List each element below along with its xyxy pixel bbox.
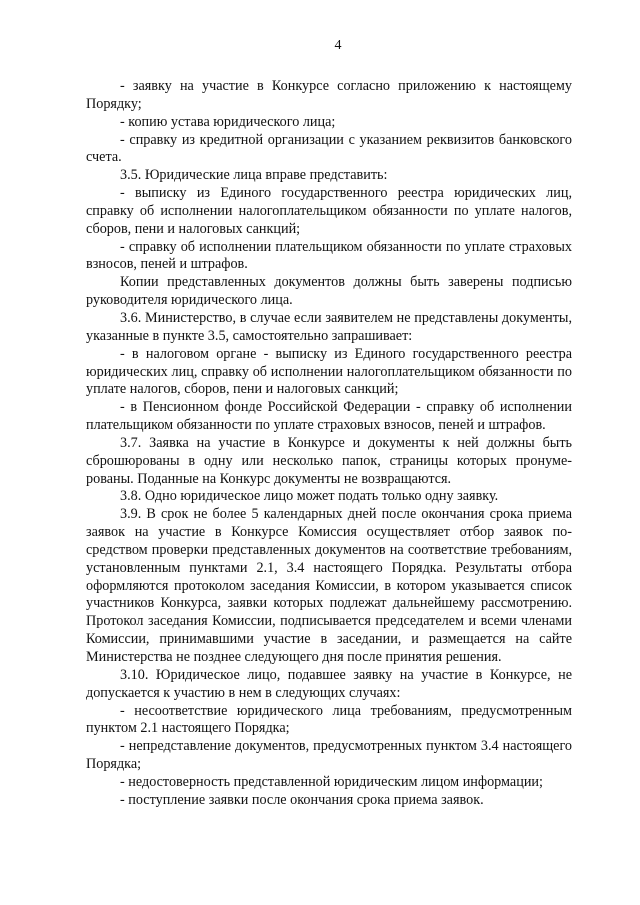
paragraph-pension-fund: - в Пенсионном фонде Российской Федерации - справку об исполнении плательщиком обязанности по уплате страховых взносов, пеней и штрафов.	[86, 399, 572, 434]
paragraph-missing-documents: - непредставление документов, предусмотренных пунктом 3.4 настоящего Порядка;	[86, 738, 572, 773]
paragraph-application-form: - заявку на участие в Конкурсе согласно приложению к настоящему Порядку;	[86, 78, 572, 112]
paragraph-copies-certified: Копии представленных документов должны быть заверены подписью руководителя юридического лица.	[86, 274, 572, 309]
paragraph-charter-copy: - копию устава юридического лица;	[120, 113, 336, 130]
paragraph-3-10: 3.10. Юридическое лицо, подавшее заявку на участие в Конкурсе, не допускается к участию в нем в следующих случаях:	[86, 666, 572, 701]
paragraph-3-7: 3.7. Заявка на участие в Конкурсе и документы к ней должны быть сброшюрованы в одну или несколько папок, страницы которых пронумерованы. Поданные на Конкурс документы не возвращаются.	[86, 434, 572, 487]
document-body	[86, 78, 572, 810]
page-number: 4	[334, 38, 342, 53]
paragraph-3-9: 3.9. В срок не более 5 календарных дней после окончания срока приема заявок на участие в Конкурсе Комиссия осуществляет отбор заявок посредством проверки представленных документов на соответствие требованиям, установленным пунктами 2.1, 3.4 настоящего Порядка. Результаты отбора оформляются протоколом заседания Комиссии, в котором указывается список участников Конкурса, заявки которых подлежат дальнейшему рассмотрению. Протокол заседания Комиссии, подписывается председателем и всеми членами Комиссии, принимавшими участие в заседании, и размещается на сайте Министерства не позднее следующего дня после принятия решения.	[86, 506, 572, 665]
paragraph-bank-certificate: - справку из кредитной организации с указанием реквизитов банковского счета.	[86, 131, 572, 166]
paragraph-3-6: 3.6. Министерство, в случае если заявителем не представлены документы, указанные в пункте 3.5, самостоятельно запрашивает:	[86, 309, 572, 344]
paragraph-nonconformity: - несоответствие юридического лица требованиям, предусмотренным пунктом 2.1 настоящего Порядка;	[86, 702, 572, 737]
paragraph-3-8: 3.8. Одно юридическое лицо может подать только одну заявку.	[120, 488, 499, 505]
paragraph-false-information: - недостоверность представленной юридическим лицом информации;	[120, 773, 543, 790]
paragraph-tax-authority: - в налоговом органе - выписку из Единого государственного реестра юридических лиц, справку об исполнении налогоплательщиком обязанности по уплате налогов, сборов, пени и налоговых санкций;	[86, 345, 572, 398]
paragraph-insurance-certificate: - справку об исполнении плательщиком обязанности по уплате страховых взносов, пеней и штрафов.	[86, 238, 572, 273]
paragraph-registry-extract: - выписку из Единого государственного реестра юридических лиц, справку об исполнении налогоплательщиком обязанности по уплате налогов, сборов, пени и налоговых санкций;	[86, 185, 572, 237]
paragraph-late-submission: - поступление заявки после окончания срока приема заявок.	[120, 791, 484, 808]
paragraph-3-5-heading: 3.5. Юридические лица вправе представить:	[120, 167, 388, 184]
